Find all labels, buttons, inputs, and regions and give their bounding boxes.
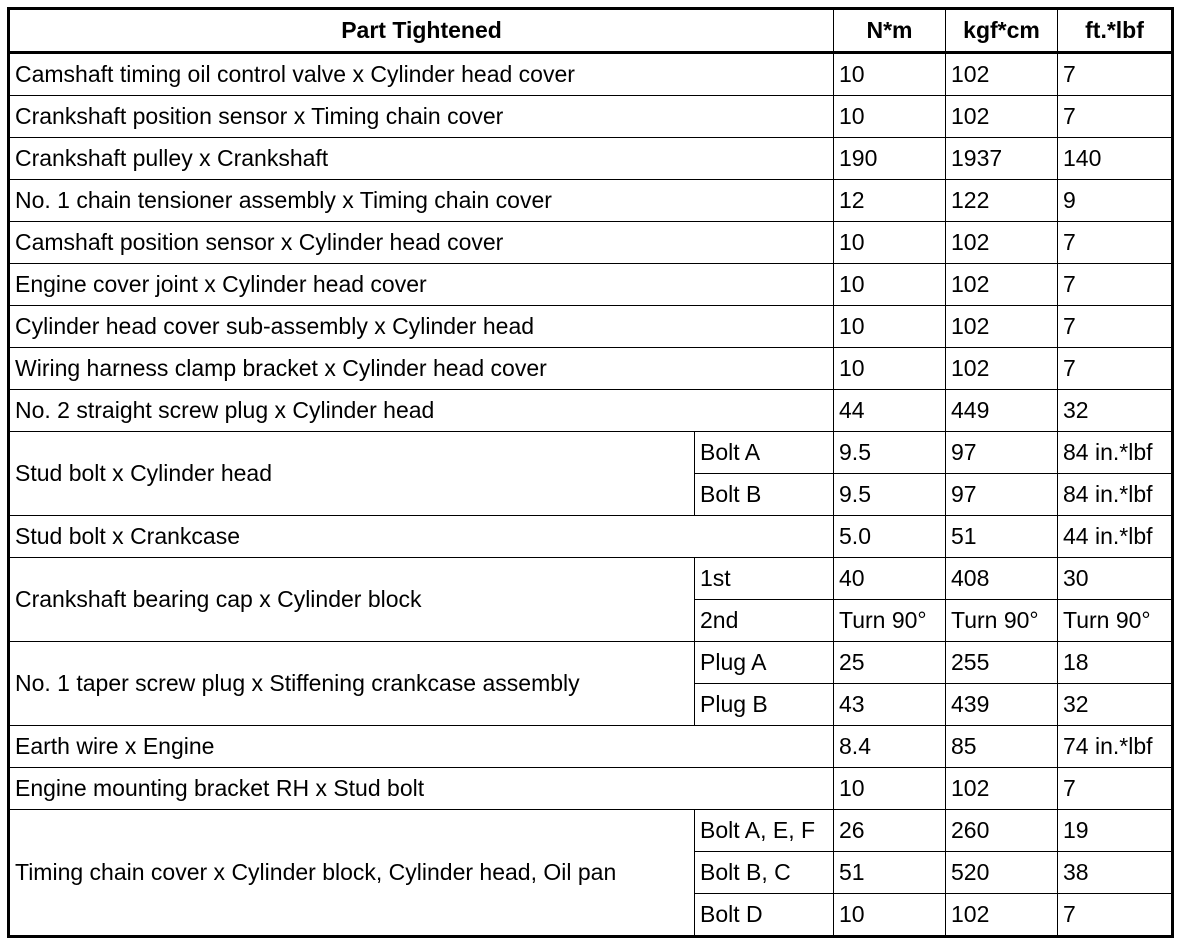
kgf-cm-cell: 97 — [946, 474, 1058, 516]
header-ft-lbf: ft.*lbf — [1058, 9, 1173, 53]
nm-cell: 10 — [834, 348, 946, 390]
sub-label-cell: Bolt D — [695, 894, 834, 937]
ft-lbf-cell: 7 — [1058, 53, 1173, 96]
nm-cell: 51 — [834, 852, 946, 894]
part-name-cell: Stud bolt x Crankcase — [9, 516, 834, 558]
table-row — [9, 726, 1173, 768]
kgf-cm-cell: 122 — [946, 180, 1058, 222]
kgf-cm-cell: 102 — [946, 53, 1058, 96]
kgf-cm-cell: 102 — [946, 348, 1058, 390]
kgf-cm-cell: 255 — [946, 642, 1058, 684]
ft-lbf-cell: 7 — [1058, 894, 1173, 937]
ft-lbf-cell: 140 — [1058, 138, 1173, 180]
table-row — [9, 432, 1173, 474]
part-name-cell: Wiring harness clamp bracket x Cylinder head cover — [9, 348, 834, 390]
ft-lbf-cell: 32 — [1058, 390, 1173, 432]
kgf-cm-cell: 102 — [946, 894, 1058, 937]
kgf-cm-cell: 102 — [946, 264, 1058, 306]
nm-cell: 10 — [834, 53, 946, 96]
part-name-cell: Crankshaft pulley x Crankshaft — [9, 138, 834, 180]
table-row — [9, 810, 1173, 852]
ft-lbf-cell: 38 — [1058, 852, 1173, 894]
part-name-cell: Camshaft timing oil control valve x Cylinder head cover — [9, 53, 834, 96]
part-name-cell: Crankshaft position sensor x Timing chain cover — [9, 96, 834, 138]
kgf-cm-cell: 102 — [946, 222, 1058, 264]
kgf-cm-cell: 102 — [946, 306, 1058, 348]
kgf-cm-cell: 102 — [946, 768, 1058, 810]
ft-lbf-cell: 7 — [1058, 768, 1173, 810]
part-name-cell: Cylinder head cover sub-assembly x Cylinder head — [9, 306, 834, 348]
header-kgf-cm: kgf*cm — [946, 9, 1058, 53]
part-name-cell: Engine mounting bracket RH x Stud bolt — [9, 768, 834, 810]
table-row — [9, 180, 1173, 222]
table-row — [9, 306, 1173, 348]
table-row — [9, 348, 1173, 390]
nm-cell: 10 — [834, 768, 946, 810]
ft-lbf-cell: 44 in.*lbf — [1058, 516, 1173, 558]
sub-label-cell: Plug A — [695, 642, 834, 684]
nm-cell: 43 — [834, 684, 946, 726]
ft-lbf-cell: 19 — [1058, 810, 1173, 852]
nm-cell: 8.4 — [834, 726, 946, 768]
part-name-cell: Camshaft position sensor x Cylinder head cover — [9, 222, 834, 264]
nm-cell: 5.0 — [834, 516, 946, 558]
kgf-cm-cell: 97 — [946, 432, 1058, 474]
header-part-tightened: Part Tightened — [9, 9, 834, 53]
ft-lbf-cell: 84 in.*lbf — [1058, 432, 1173, 474]
sub-label-cell: Bolt A, E, F — [695, 810, 834, 852]
sub-label-cell: Bolt A — [695, 432, 834, 474]
header-nm: N*m — [834, 9, 946, 53]
part-name-cell: Stud bolt x Cylinder head — [9, 432, 695, 516]
sub-label-cell: Bolt B — [695, 474, 834, 516]
table-row — [9, 768, 1173, 810]
nm-cell: 10 — [834, 96, 946, 138]
part-name-cell: Crankshaft bearing cap x Cylinder block — [9, 558, 695, 642]
ft-lbf-cell: 7 — [1058, 96, 1173, 138]
nm-cell: 9.5 — [834, 474, 946, 516]
table-row — [9, 53, 1173, 96]
part-name-cell: No. 1 taper screw plug x Stiffening crankcase assembly — [9, 642, 695, 726]
kgf-cm-cell: 520 — [946, 852, 1058, 894]
part-name-cell: No. 2 straight screw plug x Cylinder head — [9, 390, 834, 432]
nm-cell: 190 — [834, 138, 946, 180]
ft-lbf-cell: 9 — [1058, 180, 1173, 222]
nm-cell: 40 — [834, 558, 946, 600]
sub-label-cell: 1st — [695, 558, 834, 600]
kgf-cm-cell: 449 — [946, 390, 1058, 432]
kgf-cm-cell: 85 — [946, 726, 1058, 768]
table-row — [9, 222, 1173, 264]
nm-cell: 10 — [834, 264, 946, 306]
torque-spec-table — [7, 7, 1174, 938]
table-row — [9, 264, 1173, 306]
part-name-cell: Engine cover joint x Cylinder head cover — [9, 264, 834, 306]
header-row — [9, 9, 1173, 53]
kgf-cm-cell: Turn 90° — [946, 600, 1058, 642]
nm-cell: 44 — [834, 390, 946, 432]
sub-label-cell: Plug B — [695, 684, 834, 726]
ft-lbf-cell: 7 — [1058, 222, 1173, 264]
kgf-cm-cell: 260 — [946, 810, 1058, 852]
table-row — [9, 390, 1173, 432]
ft-lbf-cell: Turn 90° — [1058, 600, 1173, 642]
nm-cell: 26 — [834, 810, 946, 852]
table-row — [9, 642, 1173, 684]
kgf-cm-cell: 51 — [946, 516, 1058, 558]
nm-cell: 12 — [834, 180, 946, 222]
ft-lbf-cell: 30 — [1058, 558, 1173, 600]
sub-label-cell: 2nd — [695, 600, 834, 642]
ft-lbf-cell: 74 in.*lbf — [1058, 726, 1173, 768]
ft-lbf-cell: 84 in.*lbf — [1058, 474, 1173, 516]
nm-cell: 9.5 — [834, 432, 946, 474]
table-row — [9, 96, 1173, 138]
part-name-cell: Earth wire x Engine — [9, 726, 834, 768]
nm-cell: Turn 90° — [834, 600, 946, 642]
nm-cell: 25 — [834, 642, 946, 684]
kgf-cm-cell: 408 — [946, 558, 1058, 600]
kgf-cm-cell: 1937 — [946, 138, 1058, 180]
nm-cell: 10 — [834, 894, 946, 937]
ft-lbf-cell: 18 — [1058, 642, 1173, 684]
nm-cell: 10 — [834, 306, 946, 348]
table-row — [9, 558, 1173, 600]
part-name-cell: Timing chain cover x Cylinder block, Cylinder head, Oil pan — [9, 810, 695, 937]
sub-label-cell: Bolt B, C — [695, 852, 834, 894]
ft-lbf-cell: 7 — [1058, 306, 1173, 348]
table-row — [9, 516, 1173, 558]
table-row — [9, 138, 1173, 180]
ft-lbf-cell: 32 — [1058, 684, 1173, 726]
ft-lbf-cell: 7 — [1058, 264, 1173, 306]
part-name-cell: No. 1 chain tensioner assembly x Timing chain cover — [9, 180, 834, 222]
ft-lbf-cell: 7 — [1058, 348, 1173, 390]
kgf-cm-cell: 102 — [946, 96, 1058, 138]
nm-cell: 10 — [834, 222, 946, 264]
kgf-cm-cell: 439 — [946, 684, 1058, 726]
